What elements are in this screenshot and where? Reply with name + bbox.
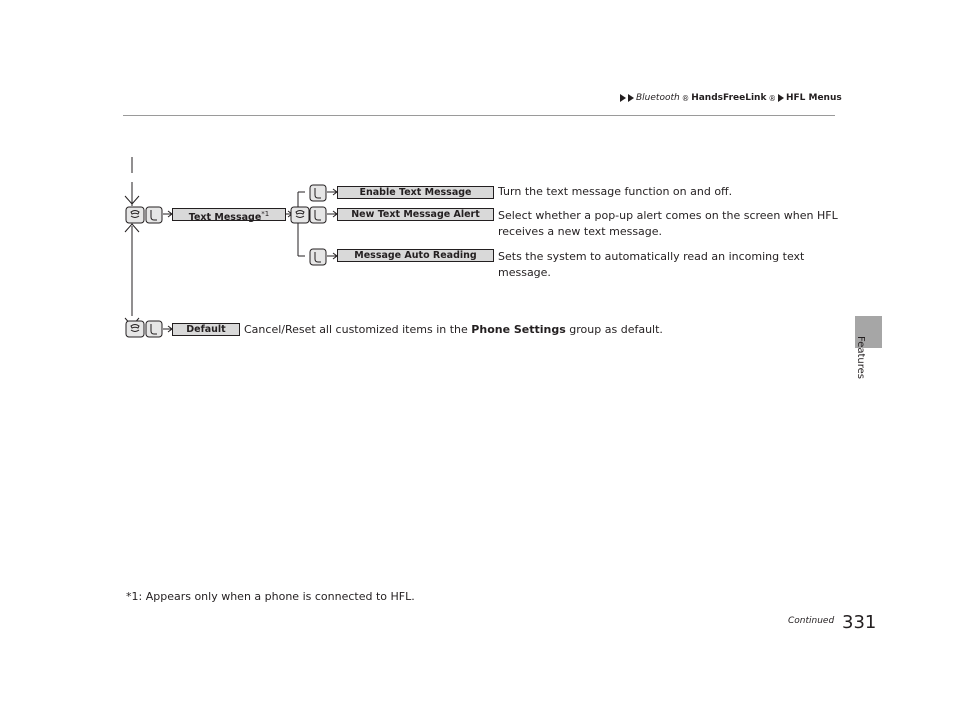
breadcrumb-hfl-menus: HFL Menus bbox=[785, 93, 842, 103]
breadcrumb-bluetooth: Bluetooth bbox=[636, 93, 680, 103]
phone-menu-icon bbox=[125, 320, 145, 338]
continued-label: Continued bbox=[788, 616, 835, 626]
menu-new-text-message-alert: New Text Message Alert bbox=[337, 208, 494, 221]
voice-talk-icon bbox=[145, 206, 163, 224]
desc-enable-text-message: Turn the text message function on and off. bbox=[498, 185, 733, 198]
desc-new-text-message-alert: Select whether a pop-up alert comes on the screen when HFL receives a new text message. bbox=[498, 209, 838, 238]
voice-talk-icon bbox=[309, 248, 327, 266]
phone-menu-icon bbox=[290, 206, 310, 224]
side-tab-label: Features bbox=[855, 336, 866, 379]
desc-default: Cancel/Reset all customized items in the Phone Settings group as default. bbox=[244, 323, 663, 336]
phone-menu-icon bbox=[125, 206, 145, 224]
menu-message-auto-reading: Message Auto Reading bbox=[337, 249, 494, 262]
desc-message-auto-reading: Sets the system to automatically read an incoming text message. bbox=[498, 250, 805, 279]
breadcrumb-handsfreelink: HandsFreeLink bbox=[691, 93, 767, 103]
menu-text-message: Text Message$^{*1}$ bbox=[172, 208, 286, 221]
breadcrumb: Bluetooth ® HandsFreeLink ® HFL Menus bbox=[620, 93, 842, 103]
voice-talk-icon bbox=[309, 206, 327, 224]
page-number: 331 bbox=[842, 612, 877, 633]
menu-enable-text-message: Enable Text Message bbox=[337, 186, 494, 199]
voice-talk-icon bbox=[309, 184, 327, 202]
voice-talk-icon bbox=[145, 320, 163, 338]
menu-default: Default bbox=[172, 323, 240, 336]
footnote: *1: Appears only when a phone is connected to HFL. bbox=[126, 590, 415, 603]
